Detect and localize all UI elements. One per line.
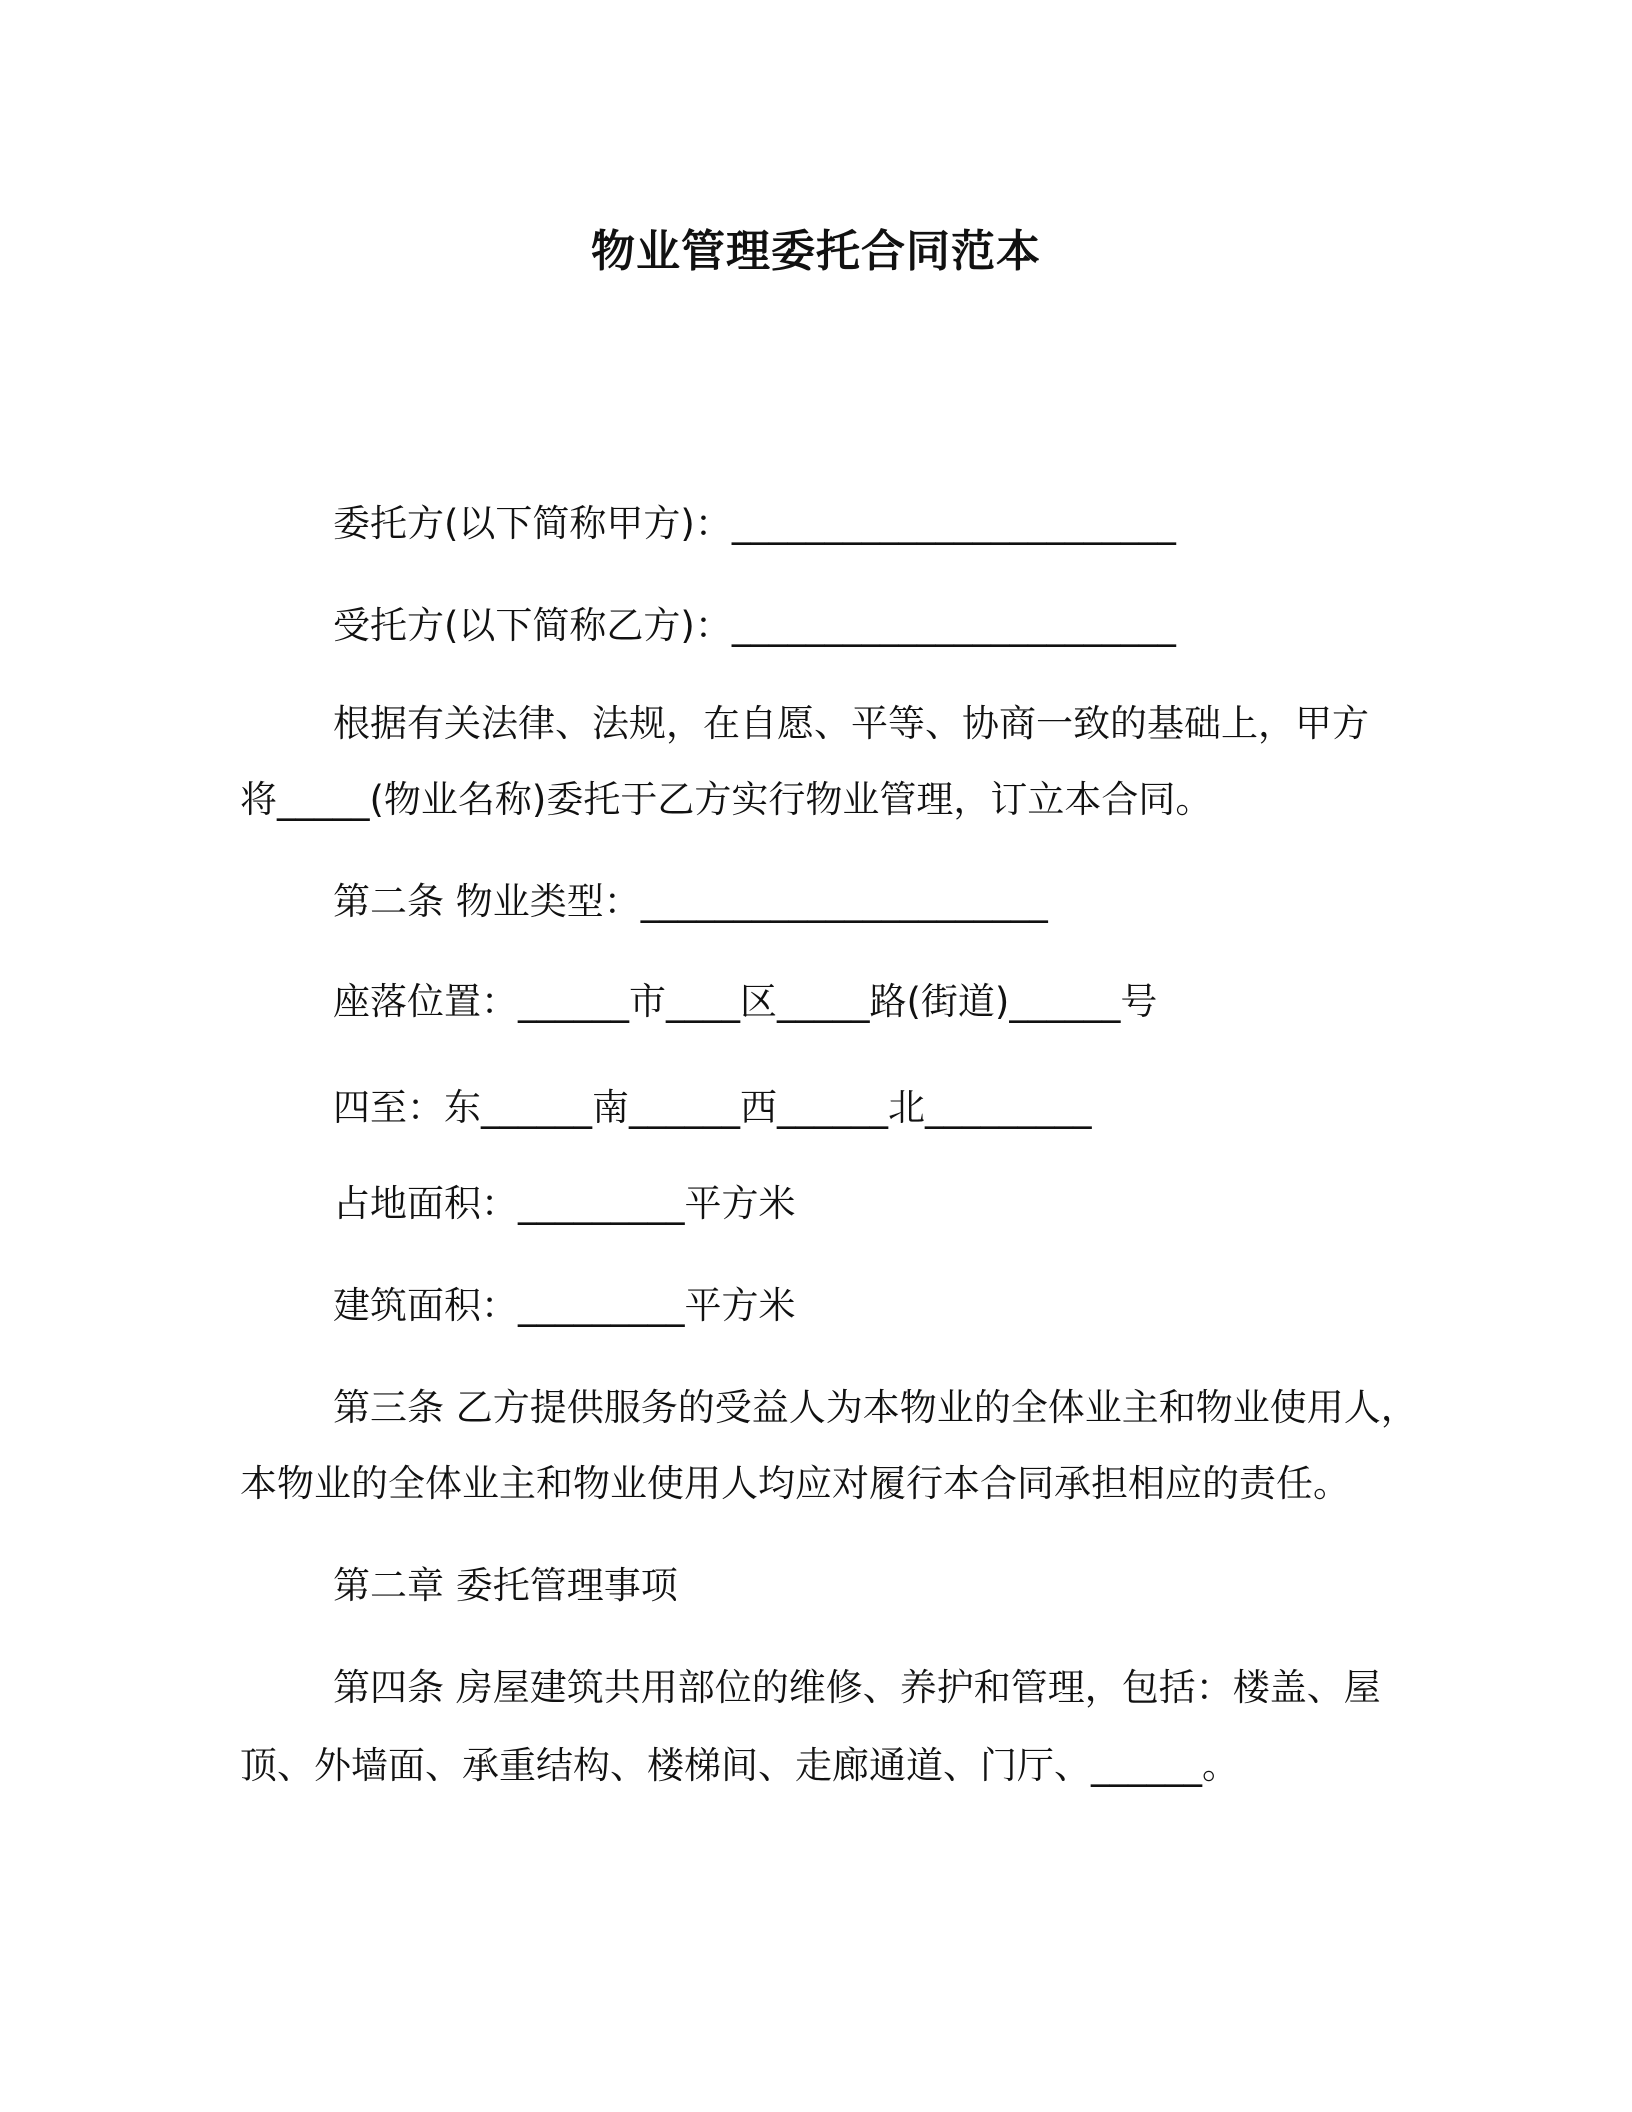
article-4-line-2: 顶、外墙面、承重结构、楼梯间、走廊通道、门厅、______。 (240, 1744, 1239, 1787)
preamble-line-1: 根据有关法律、法规，在自愿、平等、协商一致的基础上，甲方 (333, 702, 1369, 745)
article-3-line-2: 本物业的全体业主和物业使用人均应对履行本合同承担相应的责任。 (240, 1462, 1350, 1505)
article-2-property-type: 第二条 物业类型：______________________ (333, 880, 1048, 923)
article-3-line-1: 第三条 乙方提供服务的受益人为本物业的全体业主和物业使用人， (333, 1386, 1418, 1429)
boundaries-line: 四至：东______南______西______北_________ (333, 1086, 1092, 1129)
preamble-line-2: 将_____(物业名称)委托于乙方实行物业管理，订立本合同。 (240, 778, 1213, 821)
land-area-line: 占地面积：_________平方米 (333, 1182, 796, 1225)
article-4-line-1: 第四条 房屋建筑共用部位的维修、养护和管理，包括：楼盖、屋 (333, 1666, 1381, 1709)
location-line: 座落位置：______市____区_____路(街道)______号 (333, 980, 1158, 1023)
party-b-line: 受托方(以下简称乙方)：________________________ (333, 604, 1176, 647)
party-a-line: 委托方(以下简称甲方)：________________________ (333, 502, 1176, 545)
building-area-line: 建筑面积：_________平方米 (333, 1284, 796, 1327)
chapter-2-heading: 第二章 委托管理事项 (333, 1564, 678, 1607)
document-title: 物业管理委托合同范本 (591, 226, 1041, 277)
